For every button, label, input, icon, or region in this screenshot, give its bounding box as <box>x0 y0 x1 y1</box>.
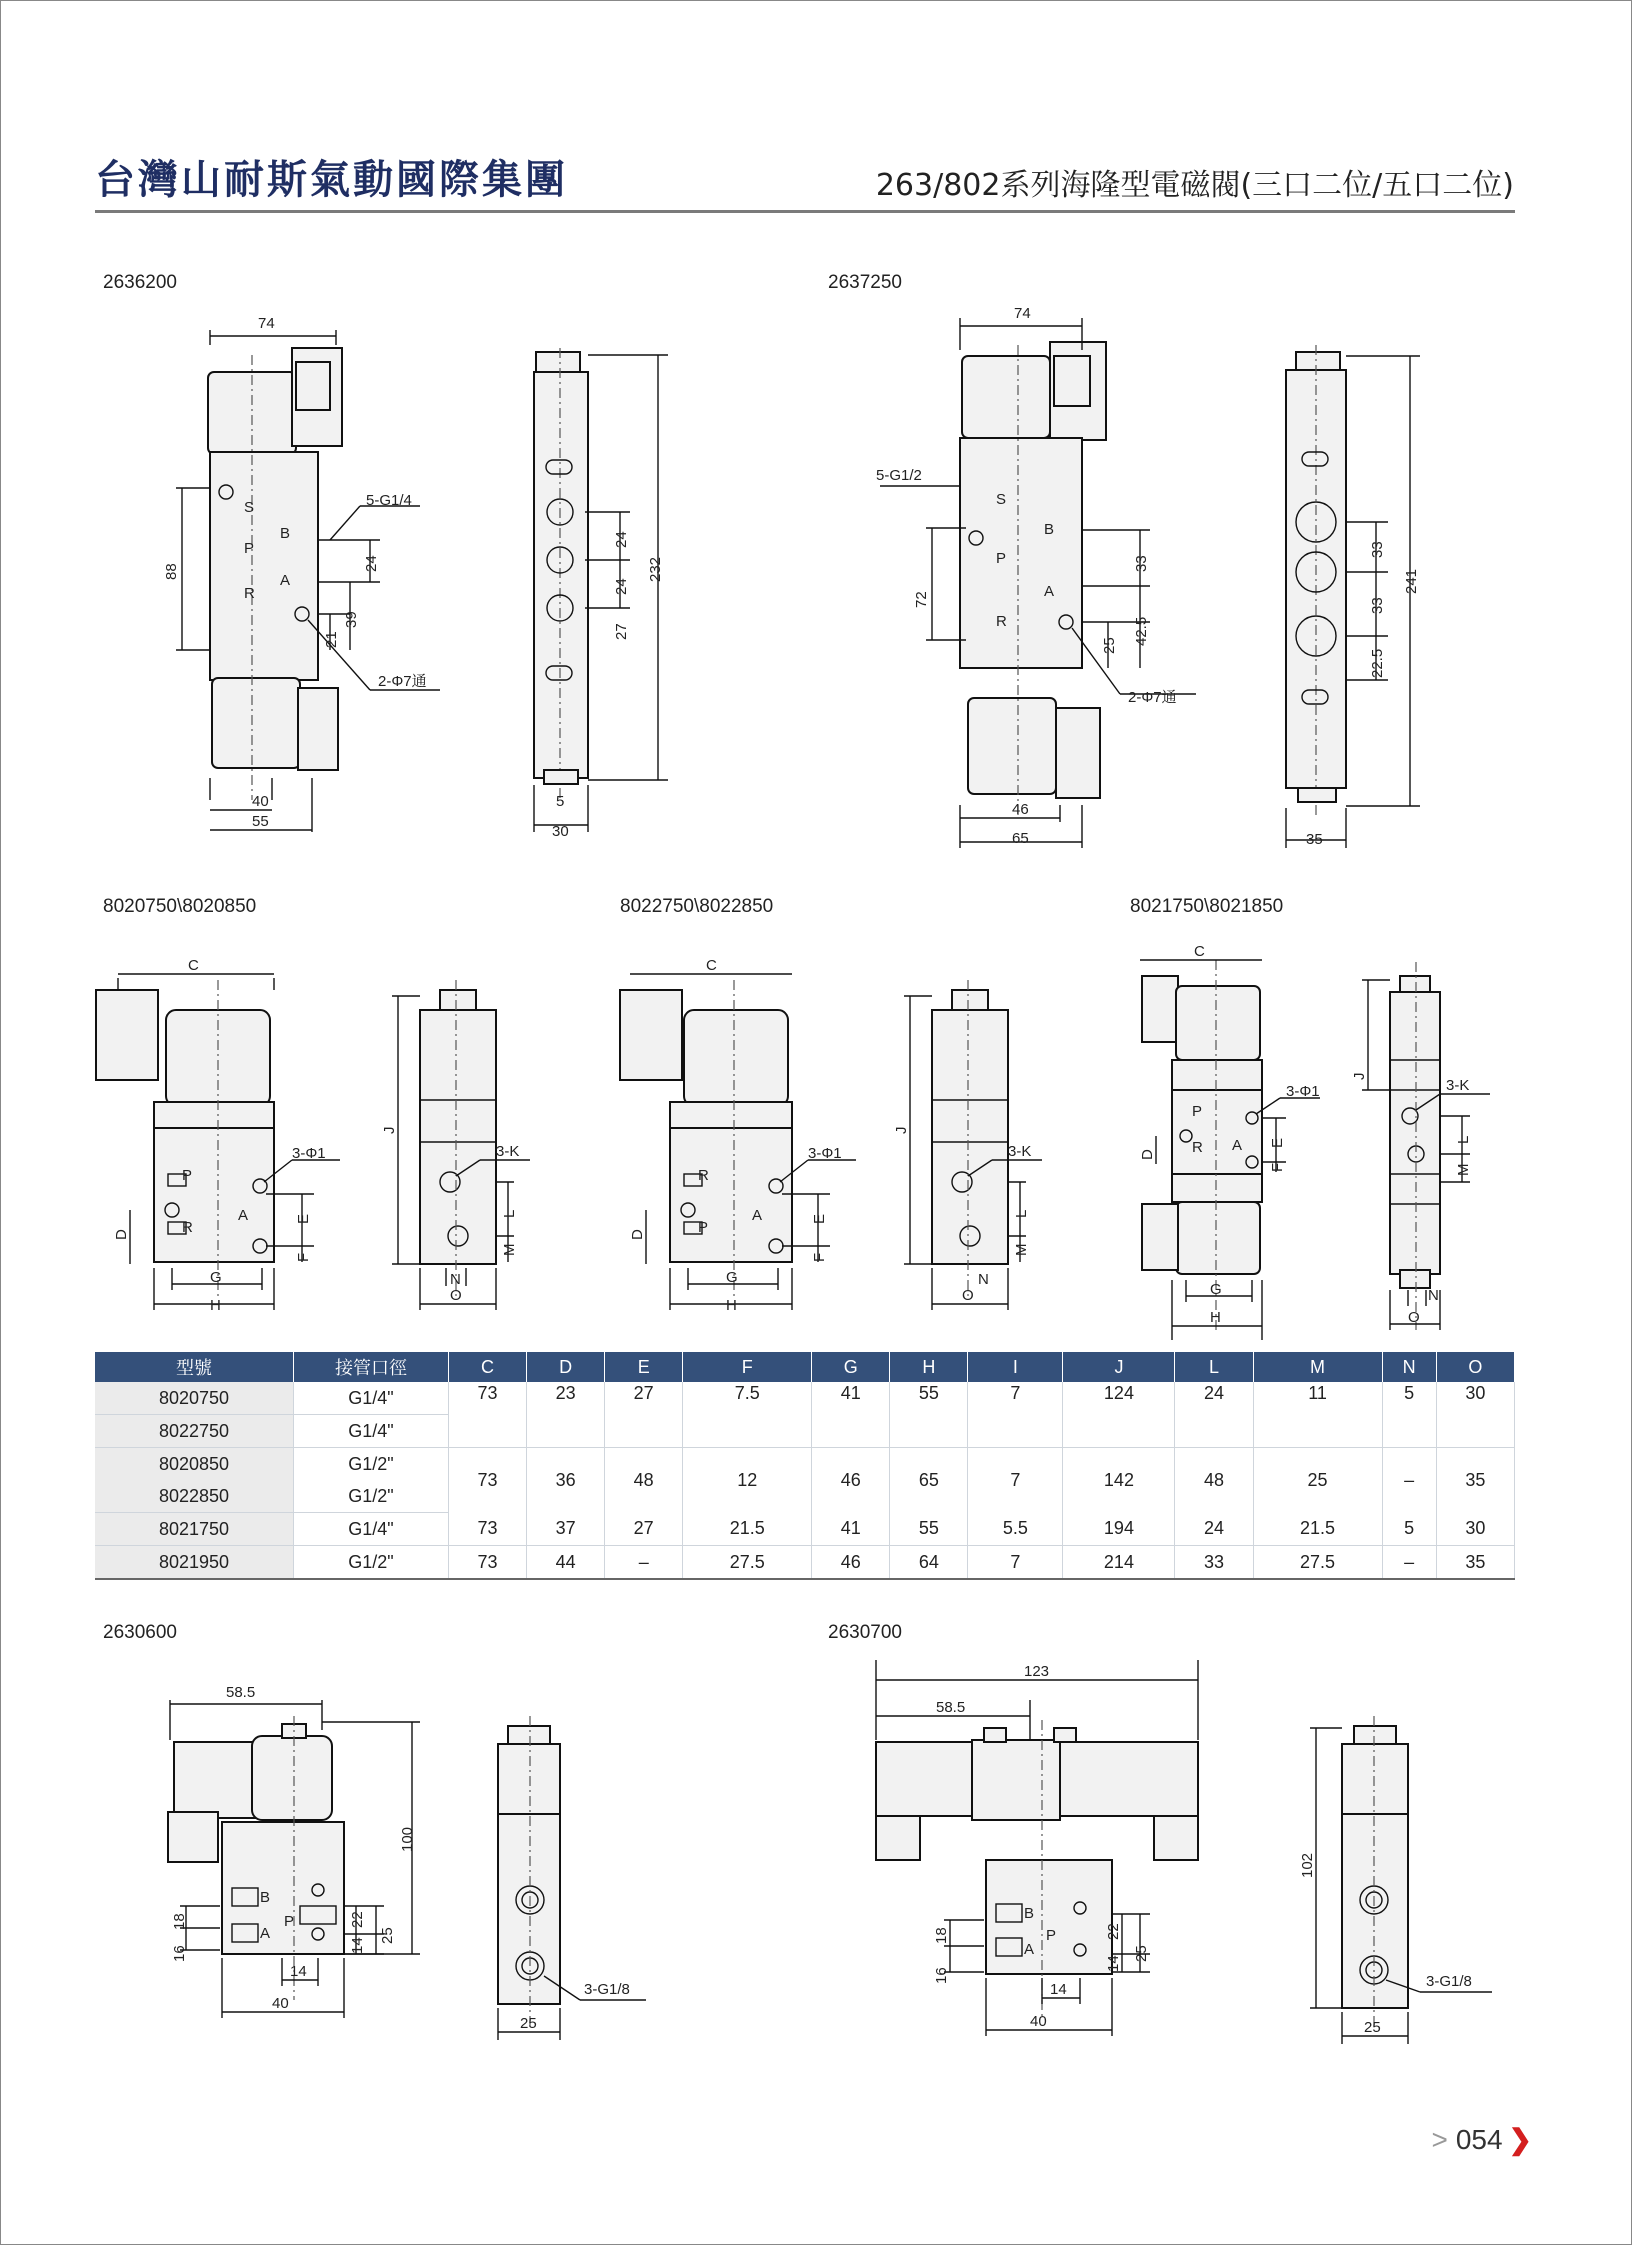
cell-value: 21.5 <box>683 1513 812 1546</box>
cell-value: 30 <box>1436 1382 1514 1448</box>
cell-value: 41 <box>812 1382 890 1448</box>
label-5-G1-4: 5-G1/4 <box>366 492 412 509</box>
cell-model: 8020850 <box>95 1448 294 1481</box>
dim-39: 39 <box>343 611 360 628</box>
dim-24: 24 <box>363 555 380 572</box>
cell-value: 27 <box>605 1513 683 1546</box>
col-L: L <box>1175 1352 1253 1382</box>
cell-value: 27.5 <box>683 1546 812 1580</box>
dim-O-c: O <box>1408 1309 1420 1326</box>
col-N: N <box>1382 1352 1436 1382</box>
dim-24-a: 24 <box>613 531 630 548</box>
dim-25-d: 25 <box>1133 1945 1150 1962</box>
dim-25-b: 25 <box>379 1927 396 1944</box>
cell-value: 65 <box>890 1448 968 1513</box>
cell-port: G1/2" <box>294 1448 449 1481</box>
dim-N: N <box>450 1271 461 1288</box>
cell-value: – <box>605 1546 683 1580</box>
cell-value: 55 <box>890 1513 968 1546</box>
dim-E-c: E <box>1269 1137 1286 1148</box>
label-2-phi7: 2-Φ7通 <box>378 673 427 690</box>
dim-16-b: 16 <box>933 1967 950 1984</box>
cell-value: 73 <box>449 1513 527 1546</box>
dim-74-b: 74 <box>1014 305 1031 322</box>
dim-72: 72 <box>913 591 930 608</box>
dim-18-b: 18 <box>933 1927 950 1944</box>
port-P: P <box>244 540 255 557</box>
cell-value: 25 <box>1253 1448 1382 1513</box>
dim-M-c: M <box>1455 1163 1472 1176</box>
dim-241: 241 <box>1403 568 1420 594</box>
dim-65: 65 <box>1012 830 1029 847</box>
label-3-K-c: 3-K <box>1446 1077 1470 1094</box>
dim-24-b: 24 <box>613 578 630 595</box>
dim-40-c: 40 <box>1030 2013 1047 2030</box>
cell-value: 46 <box>812 1448 890 1513</box>
arrow-right-icon: ❯ <box>1508 2124 1532 2155</box>
port-P-c: P <box>182 1167 193 1184</box>
port-P-e: P <box>1192 1103 1203 1120</box>
dim-E-b: E <box>811 1213 828 1224</box>
label-3-phi1: 3-Φ1 <box>292 1145 326 1162</box>
dim-F-c: F <box>1269 1162 1286 1172</box>
dim-33-b: 33 <box>1369 597 1386 614</box>
port-P-g: P <box>1046 1927 1057 1944</box>
col-E: E <box>605 1352 683 1382</box>
dim-30: 30 <box>552 823 569 840</box>
cell-value: 35 <box>1436 1546 1514 1580</box>
dim-H-c: H <box>1210 1309 1221 1326</box>
dim-102: 102 <box>1299 1852 1316 1878</box>
col-O: O <box>1436 1352 1514 1382</box>
dim-88: 88 <box>163 563 180 580</box>
cell-value: 73 <box>449 1546 527 1580</box>
label-3-K: 3-K <box>496 1143 520 1160</box>
dim-55: 55 <box>252 813 269 830</box>
col-model: 型號 <box>95 1352 294 1382</box>
model-label-2630700: 2630700 <box>828 1622 902 1643</box>
cell-value: 7 <box>968 1382 1063 1448</box>
cell-value: 73 <box>449 1382 527 1448</box>
page-number-value: 054 <box>1455 2124 1503 2155</box>
dim-25-e: 25 <box>1364 2019 1381 2036</box>
cell-value: 44 <box>527 1546 605 1580</box>
port-A-e: A <box>1232 1137 1243 1154</box>
cell-value: 64 <box>890 1546 968 1580</box>
dim-100: 100 <box>399 1826 416 1852</box>
dim-L-c: L <box>1455 1135 1472 1144</box>
cell-value: 27.5 <box>1253 1546 1382 1580</box>
dim-G-b: G <box>726 1269 738 1286</box>
dim-58-5: 58.5 <box>226 1684 256 1701</box>
label-5-G1-2: 5-G1/2 <box>876 467 922 484</box>
dim-33: 33 <box>1133 555 1150 572</box>
dim-33-a: 33 <box>1369 541 1386 558</box>
dim-L: L <box>501 1209 518 1218</box>
cell-model: 8021950 <box>95 1546 294 1580</box>
label-3-phi1-b: 3-Φ1 <box>808 1145 842 1162</box>
dim-H: H <box>210 1297 221 1314</box>
dim-J-b: J <box>893 1126 910 1134</box>
dim-D-b: D <box>629 1229 646 1240</box>
cell-value: 23 <box>527 1382 605 1448</box>
cell-model: 8020750 <box>95 1382 294 1415</box>
dim-74: 74 <box>258 315 275 332</box>
port-R-d: R <box>698 1167 709 1184</box>
port-A-d: A <box>752 1207 763 1224</box>
dim-O-b: O <box>962 1287 974 1304</box>
cell-value: 7 <box>968 1546 1063 1580</box>
dim-M: M <box>501 1243 518 1256</box>
dim-22: 22 <box>349 1911 366 1928</box>
port-R-b: R <box>996 613 1007 630</box>
port-B-f: B <box>260 1889 271 1906</box>
port-P-f: P <box>284 1913 295 1930</box>
dim-N-c: N <box>1428 1287 1439 1304</box>
dim-22-5: 22.5 <box>1369 648 1386 678</box>
port-A-c: A <box>238 1207 249 1224</box>
cell-value: 5 <box>1382 1513 1436 1546</box>
col-G: G <box>812 1352 890 1382</box>
dim-14-c: 14 <box>1105 1955 1122 1972</box>
valve-side-2630700 <box>1310 1716 1492 2044</box>
dim-H-b: H <box>726 1297 737 1314</box>
dim-E: E <box>295 1213 312 1224</box>
dim-N-b: N <box>978 1271 989 1288</box>
cell-model: 8021750 <box>95 1513 294 1546</box>
port-R-e: R <box>1192 1139 1203 1156</box>
model-label-8022750: 8022750\8022850 <box>620 896 774 917</box>
port-P-b: P <box>996 550 1007 567</box>
cell-value: 7 <box>968 1448 1063 1513</box>
dim-27: 27 <box>613 623 630 640</box>
dim-O: O <box>450 1287 462 1304</box>
cell-value: 12 <box>683 1448 812 1513</box>
port-B-g: B <box>1024 1905 1035 1922</box>
model-label-2637250: 2637250 <box>828 272 902 293</box>
col-J: J <box>1063 1352 1175 1382</box>
dim-46: 46 <box>1012 801 1029 818</box>
cell-port: G1/4" <box>294 1513 449 1546</box>
cell-value: 27 <box>605 1382 683 1448</box>
dim-42-5: 42.5 <box>1133 616 1150 646</box>
col-D: D <box>527 1352 605 1382</box>
port-A-g: A <box>1024 1941 1035 1958</box>
col-port: 接管口徑 <box>294 1352 449 1382</box>
dim-M-b: M <box>1013 1243 1030 1256</box>
chevron-right-icon: > <box>1431 2124 1448 2155</box>
cell-port: G1/2" <box>294 1480 449 1513</box>
model-label-2630600: 2630600 <box>103 1622 177 1643</box>
model-label-2636200: 2636200 <box>103 272 177 293</box>
dim-F-b: F <box>811 1252 828 1262</box>
cell-value: 142 <box>1063 1448 1175 1513</box>
model-label-8021750: 8021750\8021850 <box>1130 896 1284 917</box>
cell-port: G1/4" <box>294 1382 449 1415</box>
col-C: C <box>449 1352 527 1382</box>
port-B-b: B <box>1044 521 1055 538</box>
label-3-K-b: 3-K <box>1008 1143 1032 1160</box>
cell-value: 48 <box>1175 1448 1253 1513</box>
dim-40-b: 40 <box>272 1995 289 2012</box>
dim-40: 40 <box>252 793 269 810</box>
port-S-b: S <box>996 491 1007 508</box>
cell-value: 5.5 <box>968 1513 1063 1546</box>
cell-model: 8022750 <box>95 1415 294 1448</box>
cell-value: 33 <box>1175 1546 1253 1580</box>
document-title: 263/802系列海隆型電磁閥(三口二位/五口二位) <box>875 168 1514 203</box>
dim-16: 16 <box>171 1945 188 1962</box>
dim-C: C <box>188 957 199 974</box>
dim-22-b: 22 <box>1105 1923 1122 1940</box>
label-2-phi7-b: 2-Φ7通 <box>1128 689 1177 706</box>
cell-value: 11 <box>1253 1382 1382 1448</box>
cell-value: – <box>1382 1546 1436 1580</box>
dim-14-d: 14 <box>1050 1981 1067 1998</box>
dim-123: 123 <box>1024 1663 1050 1680</box>
port-A-b: A <box>1044 583 1055 600</box>
port-R-c: R <box>182 1219 193 1236</box>
cell-value: 194 <box>1063 1513 1175 1546</box>
cell-value: 48 <box>605 1448 683 1513</box>
dim-F: F <box>295 1252 312 1262</box>
port-S: S <box>244 499 255 516</box>
dim-C-c: C <box>1194 943 1205 960</box>
label-3-phi1-c: 3-Φ1 <box>1286 1083 1320 1100</box>
col-I: I <box>968 1352 1063 1382</box>
port-A: A <box>280 572 291 589</box>
cell-value: 24 <box>1175 1513 1253 1546</box>
cell-value: 55 <box>890 1382 968 1448</box>
cell-value: 21.5 <box>1253 1513 1382 1546</box>
dim-25: 25 <box>1101 637 1118 654</box>
cell-model: 8022850 <box>95 1480 294 1513</box>
cell-value: 37 <box>527 1513 605 1546</box>
port-B: B <box>280 525 291 542</box>
cell-port: G1/4" <box>294 1415 449 1448</box>
dim-D-c: D <box>1139 1149 1156 1160</box>
cell-value: 24 <box>1175 1382 1253 1448</box>
cell-value: 124 <box>1063 1382 1175 1448</box>
cell-value: 73 <box>449 1448 527 1513</box>
label-3-G1-8-b: 3-G1/8 <box>1426 1973 1472 1990</box>
col-H: H <box>890 1352 968 1382</box>
dim-18: 18 <box>171 1913 188 1930</box>
dim-14: 14 <box>349 1937 366 1954</box>
dim-C-b: C <box>706 957 717 974</box>
dim-35: 35 <box>1306 831 1323 848</box>
port-P-d: P <box>698 1219 709 1236</box>
cell-value: – <box>1382 1448 1436 1513</box>
dim-58-5-b: 58.5 <box>936 1699 966 1716</box>
cell-value: 30 <box>1436 1513 1514 1546</box>
dim-232: 232 <box>647 556 664 582</box>
dim-21: 21 <box>323 631 340 648</box>
model-label-8020750: 8020750\8020850 <box>103 896 257 917</box>
dim-D: D <box>113 1229 130 1240</box>
cell-value: 7.5 <box>683 1382 812 1448</box>
cell-port: G1/2" <box>294 1546 449 1580</box>
dim-5: 5 <box>556 793 565 810</box>
cell-value: 5 <box>1382 1382 1436 1448</box>
dim-G: G <box>210 1269 222 1286</box>
brand-title: 台灣山耐斯氣動國際集團 <box>95 156 568 203</box>
cell-value: 214 <box>1063 1546 1175 1580</box>
col-F: F <box>683 1352 812 1382</box>
cell-value: 35 <box>1436 1448 1514 1513</box>
col-M: M <box>1253 1352 1382 1382</box>
cell-value: 41 <box>812 1513 890 1546</box>
dim-L-b: L <box>1013 1209 1030 1218</box>
port-R: R <box>244 585 255 602</box>
dim-25-c: 25 <box>520 2015 537 2032</box>
cell-value: 36 <box>527 1448 605 1513</box>
dim-J: J <box>381 1126 398 1134</box>
port-A-f: A <box>260 1925 271 1942</box>
dim-14-b: 14 <box>290 1963 307 1980</box>
cell-value: 46 <box>812 1546 890 1580</box>
label-3-G1-8: 3-G1/8 <box>584 1981 630 1998</box>
dim-J-c: J <box>1351 1072 1368 1080</box>
page-number <box>1431 2123 1532 2156</box>
dim-G-c: G <box>1210 1281 1222 1298</box>
